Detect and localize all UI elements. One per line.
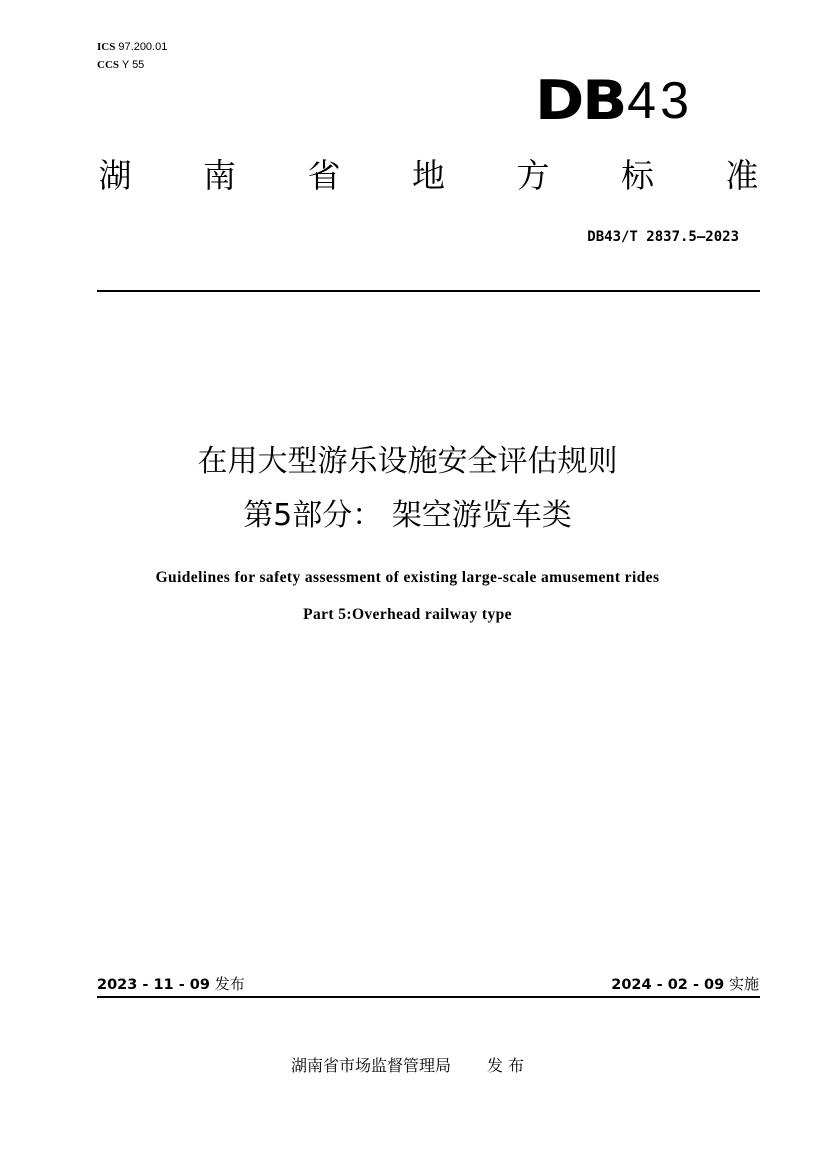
db-number: 43 (627, 72, 693, 130)
db-prefix: DB (535, 69, 626, 132)
standard-type-char: 方 (516, 156, 550, 195)
db-standard-mark (535, 69, 693, 132)
ccs-label: CCS (97, 59, 120, 71)
ics-label: ICS (97, 41, 116, 53)
implementation-date (611, 974, 759, 995)
standard-type-char: 地 (412, 156, 445, 195)
publisher-name: 湖南省市场监督管理局 (290, 1056, 451, 1075)
standard-type-char: 标 (621, 156, 654, 195)
issue-date-value: 2023 - 11 - 09 (97, 977, 210, 993)
standard-type-char: 南 (203, 156, 236, 195)
issue-date (97, 974, 245, 995)
implementation-date-label: 实施 (728, 975, 759, 993)
ics-value: 97.200.01 (118, 41, 168, 53)
ics-code (97, 40, 167, 54)
title-en-line1: Guidelines for safety assessment of existing large-scale amusement rides (155, 569, 660, 586)
ccs-code (97, 58, 144, 72)
implementation-date-value: 2024 - 02 - 09 (611, 977, 725, 993)
standard-type-char: 省 (307, 156, 341, 195)
publisher-action: 发 布 (486, 1056, 525, 1075)
top-divider (97, 290, 760, 292)
bottom-divider (97, 996, 760, 998)
ccs-value: Y 55 (121, 59, 145, 71)
standard-type-char: 湖 (98, 156, 132, 195)
standard-code: DB43/T 2837.5—2023 (587, 229, 739, 245)
issue-date-label: 发布 (214, 975, 245, 993)
title-cn-line1: 在用大型游乐设施安全评估规则 (197, 444, 618, 479)
title-en-line2: Part 5:Overhead railway type (303, 606, 512, 623)
standard-type-char: 准 (725, 156, 759, 195)
publisher-line (0, 1055, 815, 1077)
title-cn-line2: 第5部分： 架空游览车类 (243, 498, 572, 533)
standard-type-heading (97, 156, 760, 196)
